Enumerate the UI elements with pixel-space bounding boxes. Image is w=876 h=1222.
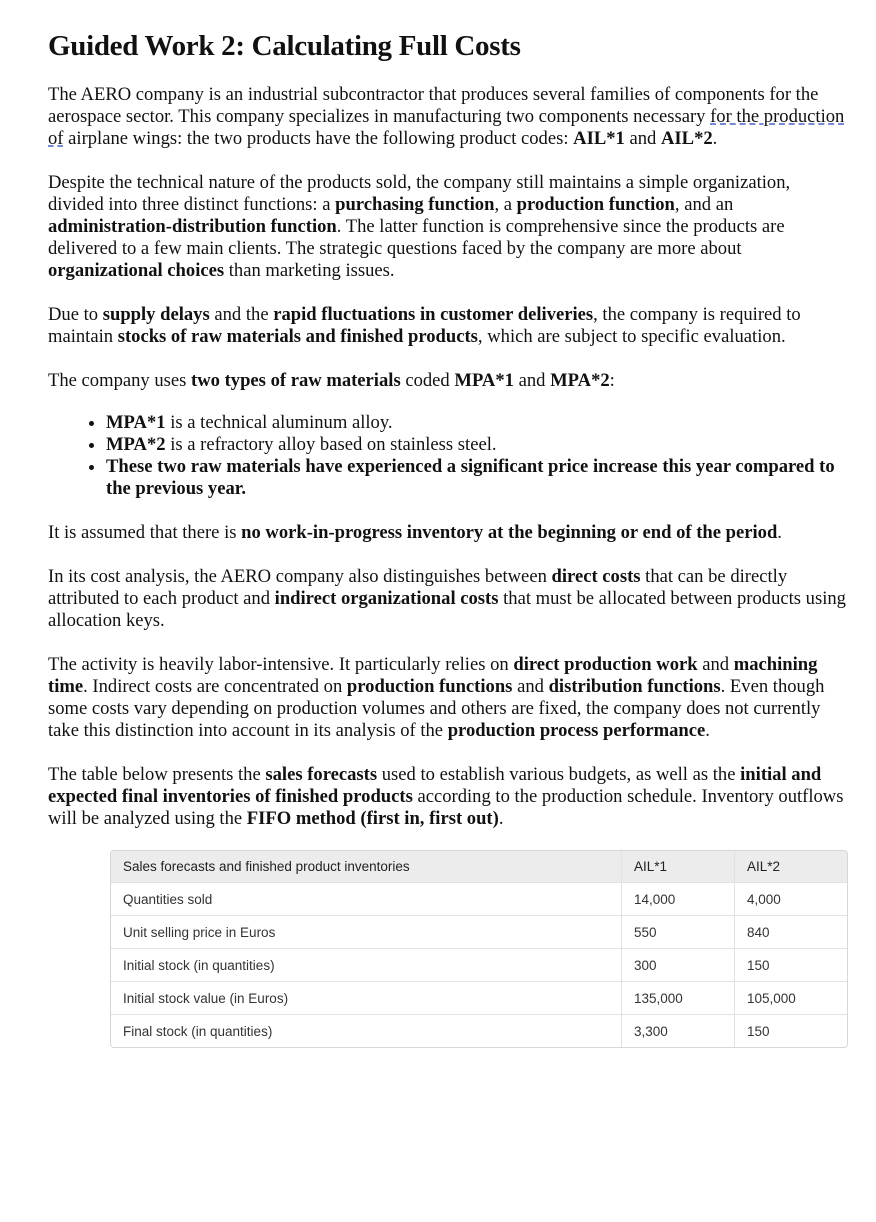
paragraph-wip: It is assumed that there is no work-in-progress inventory at the beginning or end of the period. bbox=[48, 522, 782, 544]
table-cell: Final stock (in quantities) bbox=[111, 1015, 622, 1048]
table-cell: 150 bbox=[747, 1023, 770, 1039]
table-cell: 300 bbox=[622, 949, 735, 982]
paragraph-organization: Despite the technical nature of the products sold, the company still maintains a simple organization, divided into three distinct functions: a purchasing function, a production function, and an administration-distribution function. The latter function is comprehensive since the products are delivered to a few main clients. The strategic questions faced by the company are more about organizational choices than marketing issues. bbox=[48, 172, 791, 282]
paragraph-activity: The activity is heavily labor-intensive. It particularly relies on direct production work and machining time. Indirect costs are concentrated on production functions and distribution functions. Even though some costs vary depending on production volumes and others are fixed, the company does not currently take this distinction into account in its analysis of the production process performance. bbox=[48, 654, 825, 742]
table-cell: 4,000 bbox=[735, 883, 848, 916]
table-cell: 150 bbox=[735, 949, 848, 982]
spellcheck-underline[interactable]: for the production of bbox=[48, 106, 845, 150]
paragraph-table-intro: The table below presents the sales forecasts used to establish various budgets, as well as the initial and expected final inventories of finished products according to the production schedule. Inventory outflows will be analyzed using the FIFO method (first in, first out). bbox=[48, 764, 844, 830]
paragraph-cost-analysis: In its cost analysis, the AERO company also distinguishes between direct costs that can be directly attributed to each product and indirect organizational costs that must be allocated between products using allocation keys. bbox=[48, 566, 846, 632]
list-item: • MPA*1 is a technical aluminum alloy. bbox=[106, 412, 848, 434]
paragraph-intro: The AERO company is an industrial subcontractor that produces several families of components for the aerospace sector. This company specializes in manufacturing two components necessary for the production of airplane wings: the two products have the following product codes: AIL*1 and AIL*2. bbox=[48, 84, 845, 150]
list-item: • MPA*2 is a refractory alloy based on stainless steel. bbox=[106, 434, 848, 456]
table-row bbox=[111, 916, 847, 949]
table-header-cell: AIL*2 bbox=[735, 851, 848, 883]
table-header-cell: AIL*1 bbox=[622, 851, 735, 883]
table-cell: 550 bbox=[622, 916, 735, 949]
table-cell: 840 bbox=[735, 916, 848, 949]
table-cell: Unit selling price in Euros bbox=[111, 916, 622, 949]
table-header-cell: Sales forecasts and finished product inventories bbox=[111, 851, 622, 883]
table-cell: 105,000 bbox=[735, 982, 848, 1015]
table-row bbox=[111, 982, 847, 1015]
page-title: Guided Work 2: Calculating Full Costs bbox=[48, 30, 521, 62]
table-cell: Quantities sold bbox=[111, 883, 622, 916]
paragraph-raw-materials: The company uses two types of raw materials coded MPA*1 and MPA*2: bbox=[48, 370, 615, 392]
table-row bbox=[111, 1015, 847, 1048]
raw-materials-list bbox=[48, 412, 848, 500]
table-cell: 135,000 bbox=[622, 982, 735, 1015]
table-row bbox=[111, 949, 847, 982]
document-page bbox=[48, 28, 848, 1048]
table-cell: 3,300 bbox=[622, 1015, 735, 1048]
table-cell: Initial stock value (in Euros) bbox=[111, 982, 622, 1015]
table-cell: Initial stock (in quantities) bbox=[111, 949, 622, 982]
paragraph-supply: Due to supply delays and the rapid fluctuations in customer deliveries, the company is required to maintain stocks of raw materials and finished products, which are subject to specific evaluation. bbox=[48, 304, 801, 348]
table-cell: 14,000 bbox=[622, 883, 735, 916]
sales-forecast-table bbox=[110, 850, 848, 1048]
table-row bbox=[111, 883, 847, 916]
list-item: • These two raw materials have experienced a significant price increase this year compared to the previous year. bbox=[106, 456, 848, 500]
table-header-row bbox=[111, 851, 847, 883]
